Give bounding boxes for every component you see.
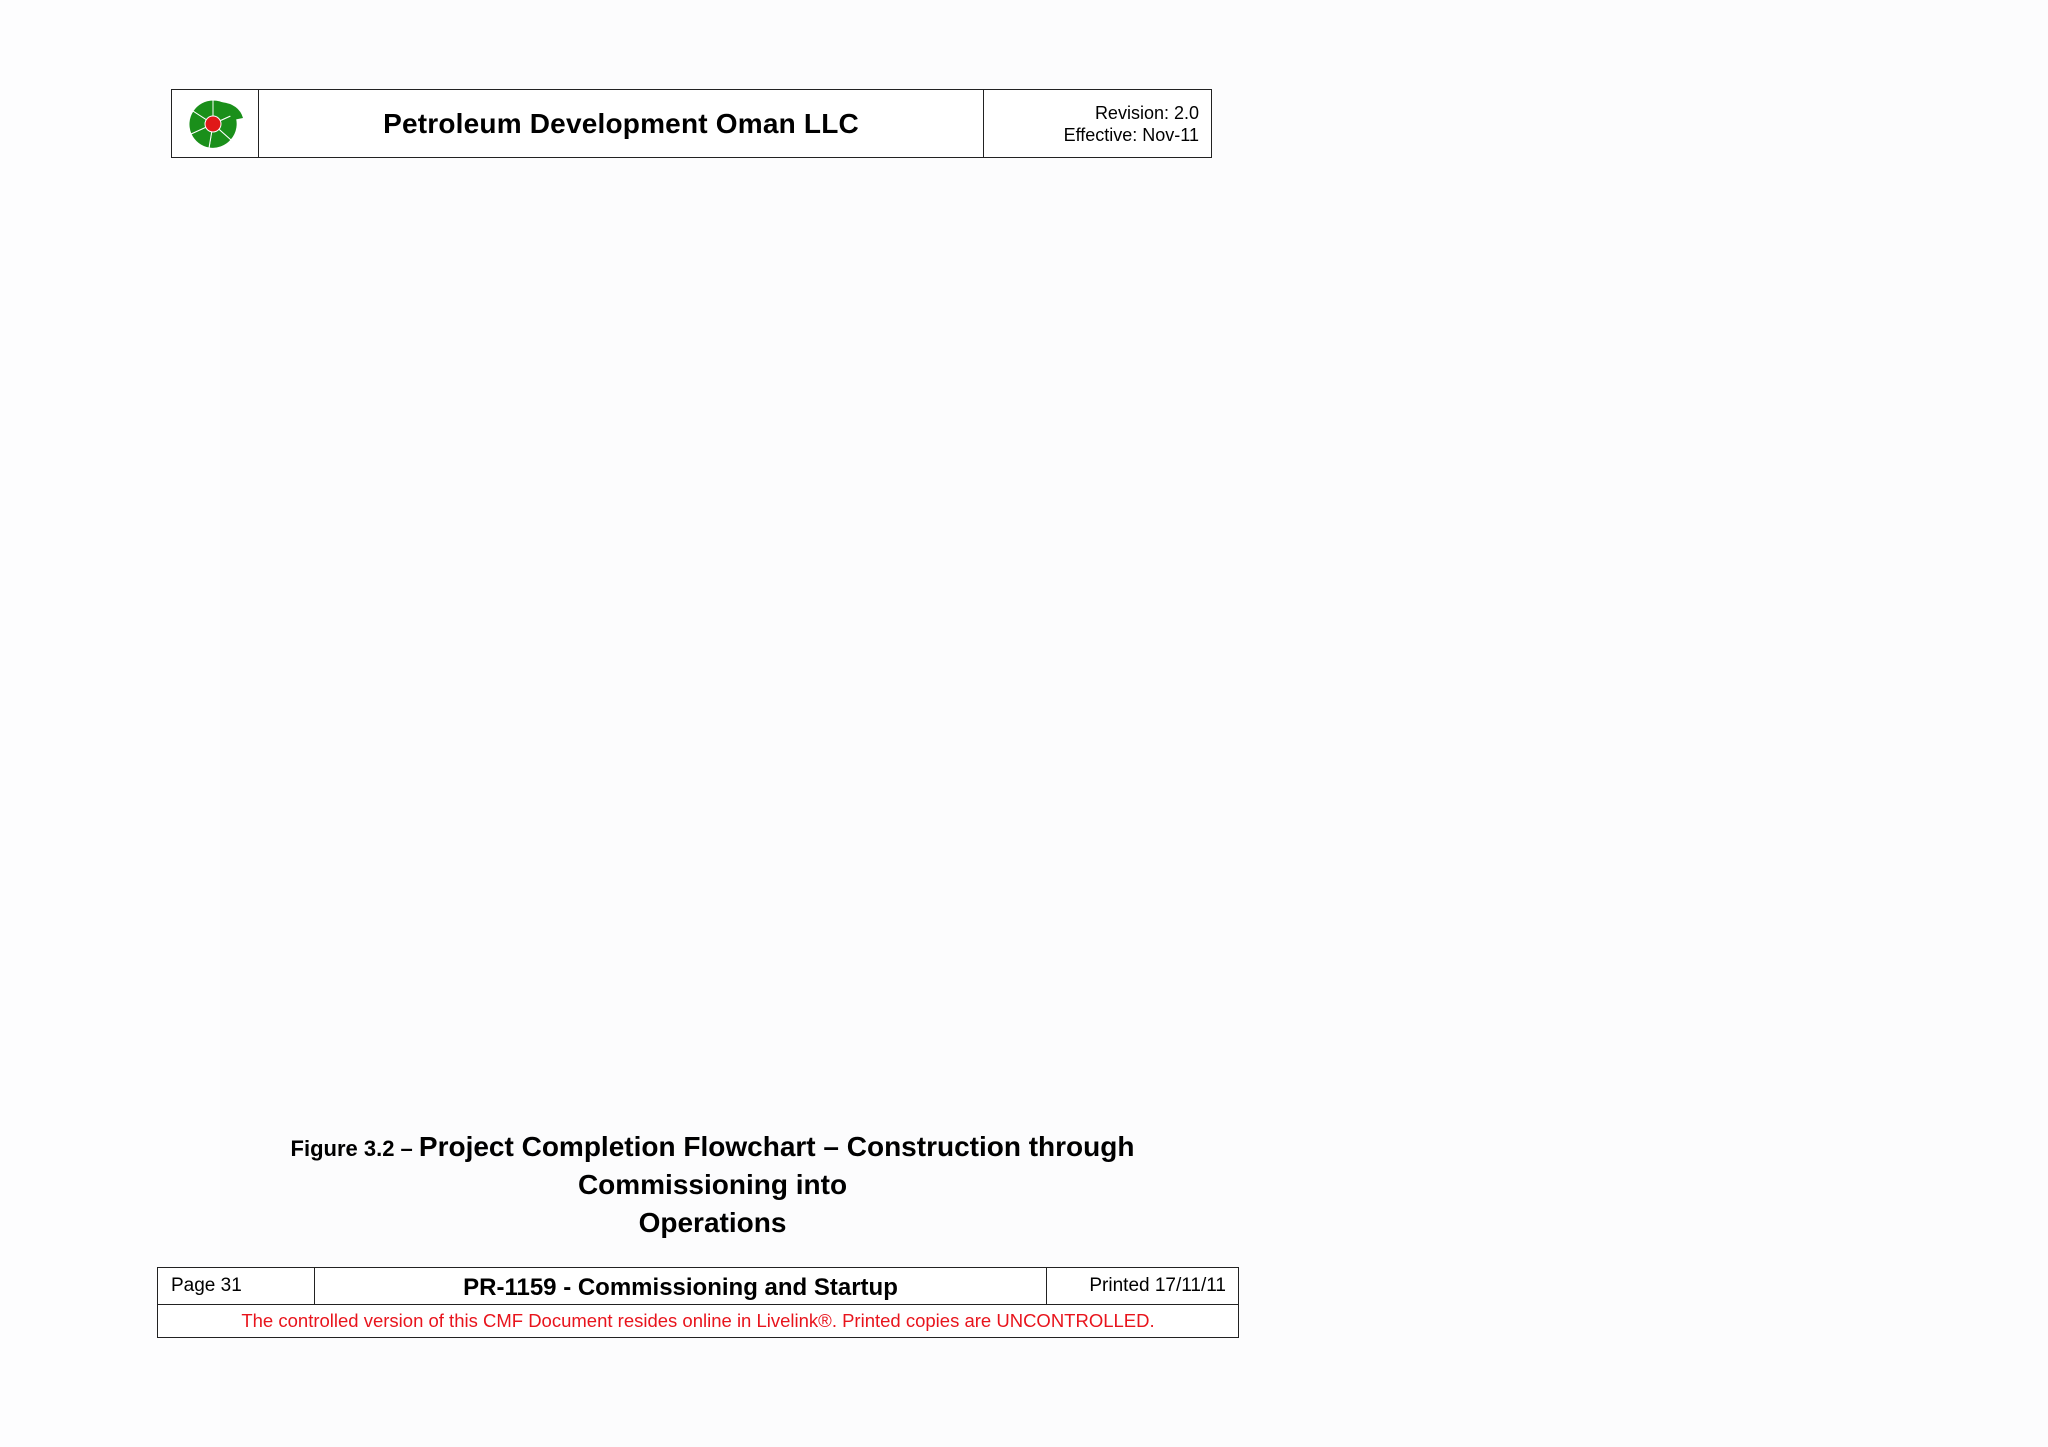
uncontrolled-notice: The controlled version of this CMF Document resides online in Livelink®. Printed copies are UNCONTROLLED. <box>241 1310 1155 1331</box>
figure-title-line2: Operations <box>638 1207 787 1238</box>
revision-label: Revision: 2.0 <box>1094 102 1199 123</box>
figure-title-line1: Project Completion Flowchart – Construction through Commissioning into <box>418 1131 1135 1200</box>
revision-block <box>984 90 1211 157</box>
document-footer <box>157 1267 1239 1338</box>
company-title: Petroleum Development Oman LLC <box>259 90 984 157</box>
document-title: PR-1159 - Commissioning and Startup <box>315 1268 1047 1304</box>
logo-cell <box>172 90 259 157</box>
pdo-shell-logo-icon <box>185 98 245 150</box>
figure-caption <box>200 1130 1225 1244</box>
figure-label: Figure 3.2 – <box>290 1136 419 1161</box>
footer-row <box>158 1268 1238 1305</box>
effective-date: Effective: Nov-11 <box>1063 124 1199 145</box>
document-header <box>171 89 1212 158</box>
printed-date: Printed 17/11/11 <box>1089 1275 1226 1296</box>
page-number: Page 31 <box>158 1268 315 1304</box>
